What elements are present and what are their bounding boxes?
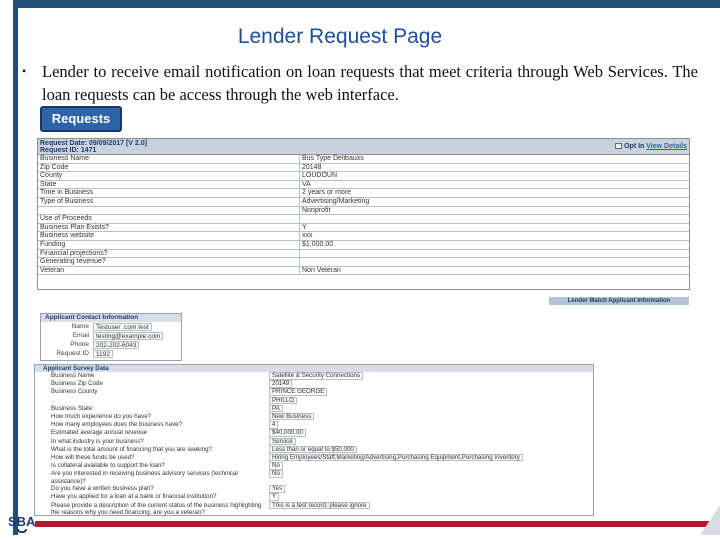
survey-question: Is collateral available to support the loan? [51,462,165,470]
lender-match-link[interactable]: Lender Match Applicant Information [549,297,689,305]
survey-row [35,438,593,446]
request-field-label: Business Plan Exists? [38,224,300,232]
requests-tab-label: Requests [51,111,111,126]
sba-logo-text: SBA [8,514,36,529]
contact-header: Applicant Contact Information [41,314,181,322]
request-options [615,143,687,150]
contact-field-value: 1192 [93,350,113,358]
bullet-point [22,60,698,106]
survey-row [35,502,593,517]
request-row [38,207,689,216]
request-field-label: Business Name [38,155,300,163]
applicant-survey-box [34,364,594,516]
request-field-value [300,258,689,266]
request-field-value [300,215,689,223]
survey-question: How much experience do you have? [51,412,152,420]
request-row [38,172,689,181]
contact-field-label: Request ID [56,350,89,357]
request-field-value: Advertising/Marketing [302,197,370,205]
contact-field-label: Email [72,332,89,339]
survey-question: Are you interested in receiving business advisory services (technical assistance)? [51,470,238,485]
view-details-link[interactable]: View Details [646,143,687,150]
contact-rows [41,322,181,358]
request-field-label: Business website [38,232,300,240]
request-row [38,215,689,224]
request-row [38,241,689,250]
request-date: Request Date: 09/09/2017 [V 2.0] [40,140,147,147]
slide-title: Lender Request Page [237,25,443,48]
survey-row [35,405,593,413]
request-field-label [38,207,300,215]
request-row [38,224,689,233]
request-field-label: County [38,172,300,180]
request-field-label: Veteran [38,267,300,275]
request-row [38,258,689,267]
request-field-value: Non Veteran [302,266,341,274]
survey-answer: This is a test record, please ignore [269,502,370,510]
survey-answer: No [269,470,283,478]
survey-answer: Yes [269,485,285,493]
survey-answer: Less than or equal to $50,000 [269,446,357,454]
request-row [38,250,689,259]
contact-field-value: testing@example.com [93,332,163,340]
survey-row [35,397,593,405]
contact-row [41,340,181,349]
applicant-contact-box [40,313,182,361]
request-row [38,267,689,276]
survey-rows [35,372,593,517]
survey-question: Please provide a description of the current status of the business highlighting the reasons why you need financing, are you a veteran? [51,501,262,517]
request-field-label: State [38,181,300,189]
request-id: Request ID: 1471 [40,147,97,154]
opt-in-checkbox[interactable] [615,143,622,149]
survey-question: What is the total amount of financing that you are seeking? [51,445,212,453]
contact-field-value: 202-202-6043 [93,341,139,349]
survey-answer: No [269,462,283,470]
contact-field-label: Name [71,323,89,330]
request-field-label: Funding [38,241,300,249]
survey-answer: 4 [269,421,278,429]
contact-field-value: Testuser .com test [93,323,152,331]
request-field-value: Y [302,223,307,231]
request-row [38,155,689,164]
contact-row [41,349,181,358]
contact-row [41,331,181,340]
left-accent-bar [13,0,18,535]
survey-row [35,485,593,493]
survey-question [35,397,267,405]
opt-in-label: Opt In [624,143,645,150]
survey-header: Applicant Survey Data [35,365,593,372]
survey-row [35,493,593,501]
survey-row [35,380,593,388]
sba-logo [8,514,36,532]
request-field-label: Use of Proceeds [38,215,300,223]
survey-answer: PHILLO [269,397,297,405]
survey-question: Business Zip Code [51,380,103,388]
survey-question: How will these funds be used? [51,453,135,461]
survey-row [35,446,593,454]
survey-answer: 20149 [269,380,292,388]
request-row [38,164,689,173]
survey-answer: Y [269,493,279,501]
contact-field-label: Phone [70,341,89,348]
survey-question: Business County [51,388,98,396]
survey-row [35,388,593,396]
survey-question: Business State [51,404,93,412]
request-field-value [300,250,689,258]
request-field-value: $1,000.00 [302,240,334,248]
request-row [38,198,689,207]
survey-answer: New Business [269,413,314,421]
request-field-value: 20148 [302,163,322,171]
request-field-label: Generating revenue? [38,258,300,266]
request-rows [38,155,689,275]
request-field-value: LOUDOUN [302,172,338,180]
survey-row [35,413,593,421]
survey-row [35,454,593,462]
survey-question: Do you have a written business plan? [51,485,154,493]
request-field-label: Zip Code [38,164,300,172]
footer-bar [35,521,720,527]
survey-question: Have you applied for a loan at a bank or financial institution? [51,493,217,501]
request-row [38,232,689,241]
survey-row [35,372,593,380]
request-field-value: VA [302,180,311,188]
survey-answer: Service [269,438,296,446]
page-corner-decoration [700,505,720,535]
survey-question: Estimated average annual revenue [51,429,147,437]
request-field-value: Bus Type Delibauxs [302,155,364,162]
request-field-value: Nonprofit [302,206,331,214]
survey-row [35,421,593,429]
survey-row [35,470,593,485]
requests-tab-button[interactable] [40,106,122,132]
bullet-text: Lender to receive email notification on loan requests that meet criteria through Web Services. The loan requests can be access through the web interface. [42,62,698,104]
survey-answer: PA [269,405,283,413]
survey-answer: PRINCE GEORGE [269,388,327,396]
survey-question: In what industry is your business? [51,437,144,445]
request-field-value: xxx [302,232,313,240]
survey-question: How many employees does the business have? [51,421,183,429]
request-field-value: 2 years or more [302,189,352,197]
request-row [38,189,689,198]
request-details-panel [37,138,690,290]
request-panel-header [38,139,689,155]
survey-answer: Satellite & Security Connections [269,372,363,380]
top-accent-bar [13,0,720,8]
request-field-label: Financial projections? [38,250,300,258]
request-field-label: Type of Business [38,198,300,206]
survey-row [35,429,593,437]
survey-question: Business Name [51,372,95,379]
survey-row [35,462,593,470]
bullet-icon: • [22,64,27,78]
request-row [38,181,689,190]
contact-row [41,322,181,331]
survey-answer: Hiring Employees/Staff,Marketing/Advertising,Purchasing Equipment,Purchasing Inventory [269,454,523,462]
survey-answer: $40,000.00 [269,429,306,437]
request-field-label: Time in Business [38,189,300,197]
